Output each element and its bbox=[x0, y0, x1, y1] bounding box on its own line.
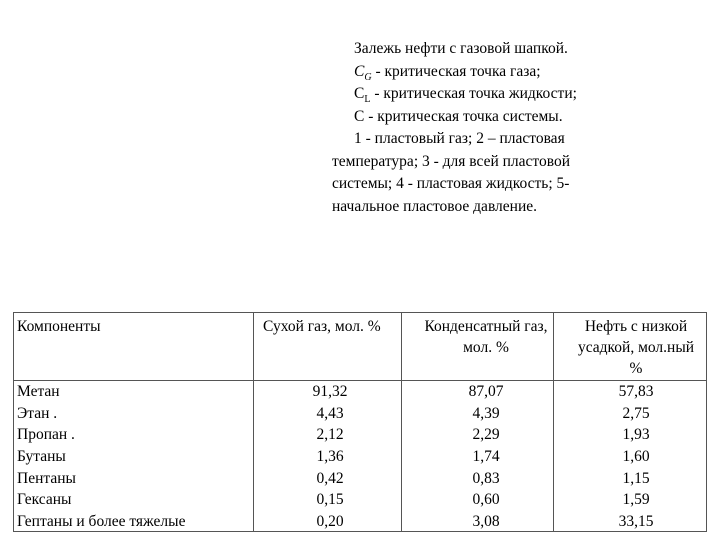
caption-legend-line-4: начальное пластовое давление. bbox=[332, 197, 538, 215]
table-row bbox=[13, 381, 707, 403]
cell-dry-gas: 4,43 bbox=[316, 404, 344, 422]
cell-condensate: 1,74 bbox=[472, 448, 500, 466]
caption-legend-line-2: температура; 3 - для всей пластовой bbox=[332, 152, 570, 170]
cell-component: Метан bbox=[17, 383, 60, 401]
header-oil-line-3: % bbox=[629, 360, 643, 377]
table-row bbox=[13, 446, 707, 468]
cell-condensate: 0,83 bbox=[472, 469, 500, 487]
cell-component: Этан . bbox=[17, 404, 58, 422]
cell-oil: 1,15 bbox=[622, 469, 650, 487]
table-row bbox=[13, 511, 707, 533]
cell-dry-gas: 91,32 bbox=[312, 383, 348, 401]
header-low-shrink-oil bbox=[565, 312, 707, 381]
figure-caption bbox=[332, 38, 632, 218]
cell-component: Пентаны bbox=[17, 469, 76, 487]
cell-component: Гептаны и более тяжелые bbox=[17, 512, 186, 530]
cell-oil: 33,15 bbox=[618, 512, 654, 530]
cell-oil: 57,83 bbox=[618, 383, 654, 401]
table-row bbox=[13, 424, 707, 446]
cg-subscript: G bbox=[364, 71, 372, 83]
table-right-rule bbox=[706, 312, 707, 532]
table-header-rule bbox=[13, 380, 707, 381]
caption-cg-line bbox=[332, 61, 632, 84]
cell-dry-gas: 1,36 bbox=[316, 448, 344, 466]
cell-condensate: 2,29 bbox=[472, 426, 500, 444]
table-col-rule-2 bbox=[401, 312, 402, 532]
cl-symbol: C bbox=[354, 85, 365, 102]
table-row bbox=[13, 489, 707, 511]
table-row bbox=[13, 467, 707, 489]
table-top-rule bbox=[13, 312, 707, 313]
table-bottom-rule bbox=[13, 531, 707, 532]
cell-oil: 1,60 bbox=[622, 448, 650, 466]
cell-oil: 1,59 bbox=[622, 491, 650, 509]
cell-condensate: 0,60 bbox=[472, 491, 500, 509]
header-oil-line-1: Нефть с низкой bbox=[584, 318, 688, 335]
table-header-row bbox=[13, 312, 707, 381]
caption-title: Залежь нефти с газовой шапкой. bbox=[354, 40, 568, 57]
caption-legend-line-3: системы; 4 - пластовая жидкость; 5- bbox=[332, 175, 570, 192]
caption-c-line: С - критическая точка системы. bbox=[354, 107, 563, 125]
header-component: Компоненты bbox=[17, 318, 101, 335]
cell-oil: 2,75 bbox=[622, 404, 650, 422]
table-left-rule bbox=[13, 312, 14, 532]
composition-table bbox=[13, 312, 707, 532]
cell-component: Гексаны bbox=[17, 491, 72, 509]
cg-symbol: C bbox=[354, 62, 365, 80]
caption-legend-line-1: 1 - пластовый газ; 2 – пластовая bbox=[354, 130, 565, 147]
cell-component: Бутаны bbox=[17, 448, 66, 466]
header-condensate-gas bbox=[407, 312, 565, 381]
cell-dry-gas: 0,42 bbox=[316, 469, 344, 487]
cg-description: - критическая точка газа; bbox=[371, 62, 541, 80]
cl-subscript: L bbox=[364, 94, 371, 106]
cell-condensate: 3,08 bbox=[472, 512, 500, 530]
header-condensate-line-1: Конденсатный газ, bbox=[424, 318, 548, 335]
cl-description: - критическая точка жидкости; bbox=[370, 85, 577, 102]
cell-condensate: 4,39 bbox=[472, 404, 500, 422]
cell-oil: 1,93 bbox=[622, 426, 650, 444]
cell-dry-gas: 0,20 bbox=[316, 512, 344, 530]
table-row bbox=[13, 403, 707, 425]
header-dry-gas: Сухой газ, мол. % bbox=[263, 318, 381, 335]
cell-dry-gas: 2,12 bbox=[316, 426, 344, 444]
table-col-rule-3 bbox=[553, 312, 554, 532]
header-condensate-line-2: мол. % bbox=[463, 339, 509, 356]
header-oil-line-2: усадкой, мол.ный bbox=[577, 339, 695, 356]
table-col-rule-1 bbox=[253, 312, 254, 532]
cell-component: Пропан . bbox=[17, 426, 75, 444]
cell-dry-gas: 0,15 bbox=[316, 491, 344, 509]
cell-condensate: 87,07 bbox=[468, 383, 504, 401]
caption-cl-line bbox=[332, 83, 632, 106]
